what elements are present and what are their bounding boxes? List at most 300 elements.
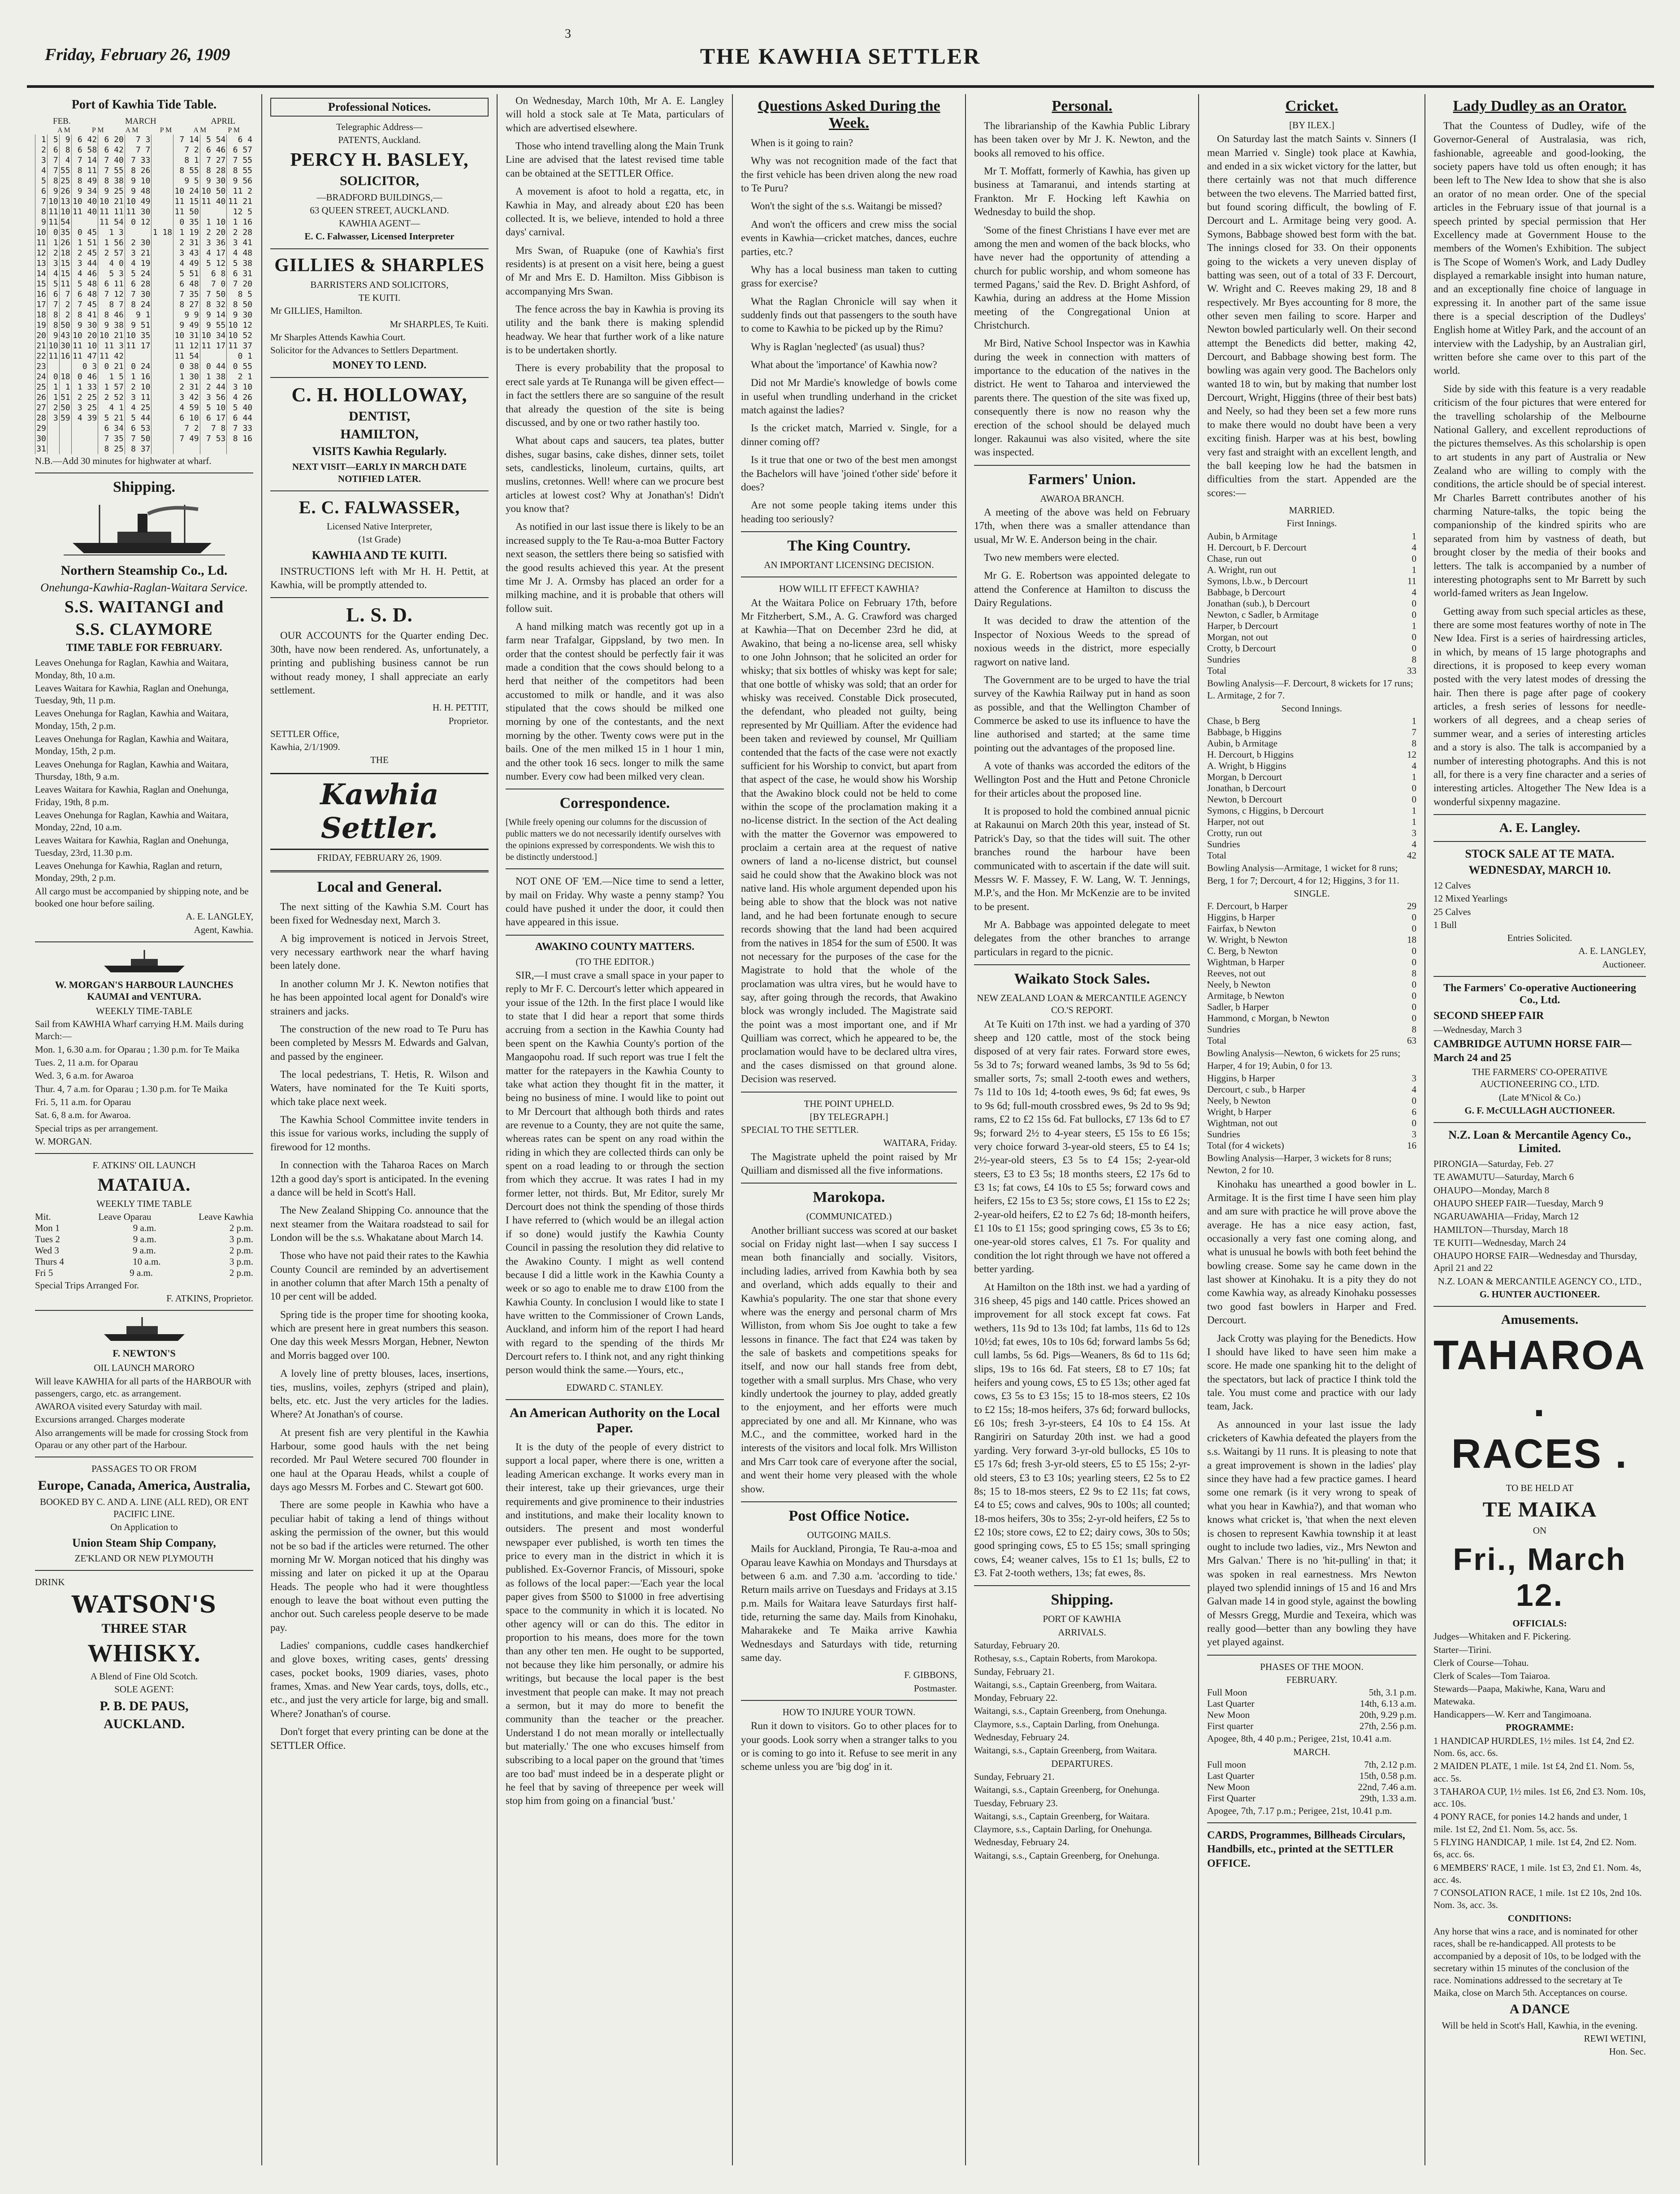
tide-cell — [152, 392, 173, 403]
tide-cell: 10 20 — [71, 330, 98, 341]
cricket-body-2: Kinohaku has unearthed a good bowler in L. Armitage. It is the first time I have seen him play and am sure with practice he will prove above the average. He has a nice easy action, fast, occasionally a very fast one coming along, and what is unusual he bowls with both feet behind the bowling crease. Some say he came down in the last shower at Kinohaku. It is a pity they do not come Kawhia way, as already Kinohaku possesses two good fast bowlers in Harper and Fred. Dercourt. — [1207, 1178, 1416, 1326]
personal-heading: Personal. — [1052, 98, 1113, 114]
farmers-item: Mr G. E. Robertson was appointed delegate to attend the Conference at Hamilton to discuss the Dairy Regulations. — [974, 570, 1190, 609]
stock-list — [1433, 880, 1646, 931]
tide-row — [35, 238, 254, 248]
tide-cell — [152, 269, 173, 279]
whisky-sub: A Blend of Fine Old Scotch. — [90, 1671, 198, 1682]
newspaper-page — [27, 18, 1654, 2179]
newton-awaroa: AWAROA visited every Saturday with mail. — [35, 1401, 202, 1412]
moon-row-cell: 20th, 9.29 p.m. — [1359, 1709, 1416, 1721]
gillies-sharples: GILLIES & SHARPLES — [274, 255, 485, 276]
tide-cell: 2 31 — [173, 238, 200, 248]
local-item: At present fish are very plentiful in the Kawhia Harbour, some good hauls with the net being recorded. Mr Paul Wetere secured 700 flounder in one haul at the Oparau Heads, whilst a couple of days ago Messrs M. Forbes and C. Stewart got 600. — [270, 1427, 489, 1493]
tide-cell: 4 46 — [71, 269, 98, 279]
tide-cell — [152, 258, 173, 269]
tide-cell: 59 — [59, 413, 71, 423]
score-row-cell: 8 — [1412, 738, 1416, 749]
atkins-row-cell: Fri 5 — [35, 1267, 53, 1278]
stock-sale-date: WEDNESDAY, MARCH 10. — [1468, 863, 1611, 876]
fair-item: PIRONGIA—Saturday, Feb. 27 — [1433, 1158, 1554, 1170]
tide-note: N.B.—Add 30 minutes for highwater at wharf. — [35, 455, 212, 466]
question-item: What the Raglan Chronicle will say when it suddenly finds out that passengers to the south have to come to Kawhia to be picked up by the Rimu? — [741, 295, 957, 334]
programme-item: 2 MAIDEN PLATE, 1 mile. 1st £4, 2nd £1. Nom. 5s, acc. 5s. — [1433, 1760, 1634, 1784]
departure-item: Wednesday, February 24. — [974, 1837, 1069, 1848]
score-row-cell: Jonathan, b Dercourt — [1207, 783, 1286, 794]
score-row — [1207, 828, 1416, 839]
awakino-heading: AWAKINO COUNTY MATTERS. — [535, 941, 695, 953]
score-row — [1207, 901, 1416, 912]
tide-months — [35, 117, 253, 126]
moon-heading: PHASES OF THE MOON. — [1260, 1661, 1364, 1672]
passages-on: On Application to — [110, 1522, 178, 1533]
tide-cell: 16 — [35, 289, 48, 299]
king-country-heading: The King Country. — [787, 537, 911, 554]
tide-cell: 8 11 — [71, 165, 98, 176]
tide-cell — [152, 372, 173, 382]
tide-ampm-label: A M — [57, 126, 70, 134]
tide-cell: 9 9 — [173, 310, 200, 320]
tide-cell: 15 — [35, 279, 48, 289]
local-item: Those who have not paid their rates to the Kawhia County Council are reminded by an advertisement in another column that after March 15th a penalty of 10 per cent will be added. — [270, 1250, 489, 1302]
tide-cell: 28 — [35, 413, 48, 423]
tide-cell: 9 — [35, 217, 48, 227]
tide-cell — [152, 351, 173, 361]
officials-list — [1433, 1630, 1646, 1721]
tide-cell: 11 30 — [125, 207, 152, 217]
tide-cell: 4 39 — [71, 413, 98, 423]
departure-item: Tuesday, February 23. — [974, 1797, 1058, 1808]
moon-row-cell: Full moon — [1207, 1759, 1246, 1770]
tide-cell — [152, 134, 173, 145]
ecf-name: E. C. FALWASSER, — [299, 497, 460, 518]
tide-cell: 1 33 — [71, 382, 98, 392]
score-row-cell: Sundries — [1207, 654, 1240, 665]
nsco-route: Onehunga-Kawhia-Raglan-Waitara Service. — [40, 581, 248, 594]
farmers-item: A meeting of the above was held on February 17th, when there was a smaller attendance than usual, Mr W. E. Anderson being in the chair. — [974, 506, 1190, 545]
score-row-cell: Reeves, not out — [1207, 968, 1266, 979]
score-row-cell: Sundries — [1207, 839, 1240, 850]
tide-cell: 8 46 — [98, 310, 125, 320]
tide-cell: 18 — [59, 248, 71, 258]
tide-cell: 7 55 — [98, 165, 125, 176]
score-row-cell: H. Dercourt, b F. Dercourt — [1207, 542, 1307, 553]
para: On Wednesday, March 10th, Mr A. E. Langley will hold a stock sale at Te Mata, particulars of which are advertised elsewhere. — [506, 95, 724, 134]
total-value: 63 — [1407, 1035, 1416, 1046]
fair-item: OHAUPO SHEEP FAIR—Tuesday, March 9 — [1433, 1197, 1603, 1209]
agent-name: A. E. LANGLEY, — [186, 911, 253, 922]
atkins-row-cell: 2 p.m. — [229, 1222, 253, 1233]
personal-list — [974, 119, 1190, 460]
moon-row-cell: 27th, 2.56 p.m. — [1359, 1721, 1416, 1732]
waikato-body: At Te Kuiti on 17th inst. we had a yarding of 370 sheep and 120 cattle, most of the stock being disposed of at very fair rates. Forward store ewes, 5s 3d to 7s; forward weaned lambs, 3s 9d to 5s 6d; smaller sorts, 7s; small 2-tooth ewes and wethers, 7s 11d to 10s 1d; 4-tooth ewes, 9s 6d; fat ewes, 9s to 9s 6d; full-mouth crossbred ewes, 9s 2d to 9s 9d; rams, £2 to £2 15s 6d. Fat bullocks, £7 13s 6d to £7 9s; forward 2½ to 4-year steers, £5 15s to £6 15s; very choice forward 3-year-old steers, £5 to £4 1s; 2½-year-old steers, £3 5s to £4 15s; 2-year-old steers, £3 to £3 5s; 18 months steers, £2 17s 6d to £3 1s; fat cows, £4 10s to £5 5s; forward cows and heifers, £2 15s to £3 5s; store cows, £1 15s to £2 2s; 2-year-old heifers, £2 to £2 7s 6d; 18-month heifers, £1 10s to £1 15s; good springing cows, £5 3s to £6; one-year-old stores calves, £1 7s. For quality and condition the lot right through we have not offered a better yarding. — [974, 1018, 1190, 1275]
tide-cell: 7 14 — [173, 134, 200, 145]
tide-cell: 13 — [59, 196, 71, 207]
tide-row — [35, 299, 254, 310]
score-row-cell: 0 — [1412, 642, 1416, 654]
score-row-cell: Higgins, b Harper — [1207, 912, 1275, 923]
tide-cell: 5 3 — [98, 269, 125, 279]
tide-cell: 6 31 — [227, 269, 253, 279]
score-row — [1207, 564, 1416, 576]
tide-cell — [152, 238, 173, 248]
score-row — [1207, 1084, 1416, 1095]
moon-row-cell: 29th, 1.33 a.m. — [1360, 1792, 1416, 1804]
moon-row-cell: New Moon — [1207, 1781, 1250, 1792]
how-heading: HOW WILL IT EFFECT KAWHIA? — [779, 583, 919, 594]
local-item: The New Zealand Shipping Co. announce that the next steamer from the Waitara roadstead to sail for London will be the s.s. Whakatane about March 14. — [270, 1205, 489, 1243]
local-item: Don't forget that every printing can be done at the SETTLER Office. — [270, 1726, 489, 1751]
score-row — [1207, 1002, 1416, 1013]
dudley-body-3: Getting away from such special articles as these, there are some most features worthy of note in The New Idea. First is a series of hairdressing articles, in which, by means of 15 large photographs and directions, it is proposed to keep every woman posted with the very latest modes of dressing the hair. Then there is page after page of cookery articles, a fresh series of lessons for needle-workers of all degrees, and a cheap series of summer wear, and a series of interesting articles and a story is also. The talk is accompanied by a number of interesting photographs. And this is not all, for there is a very fine character and a series of interesting articles. Altogether The New Idea is a wonderful sixpenny magazine. — [1433, 605, 1646, 807]
tide-cell: 50 — [59, 320, 71, 330]
tide-cell: 10 — [47, 196, 59, 207]
tide-cell: 10 50 — [200, 186, 227, 196]
whisky: WHISKY. — [87, 1639, 201, 1668]
farmers-coop: The Farmers' Co-operative Auctioneering Co., Ltd. — [1443, 982, 1636, 1006]
score-row-cell: Chase, b Berg — [1207, 715, 1260, 727]
passages-booked: BOOKED BY C. AND A. LINE (ALL RED), OR ENT PACIFIC LINE. — [39, 1496, 249, 1519]
tide-cell: 2 31 — [173, 382, 200, 392]
tide-cell: 6 17 — [200, 413, 227, 423]
question-item: Did not Mr Mardie's knowledge of bowls come in useful when trundling underhand in the cricket match against the ladies? — [741, 377, 957, 416]
atkins-rows — [35, 1223, 253, 1279]
tide-cell: 5 38 — [227, 258, 253, 269]
question-item: Won't the sight of the s.s. Waitangi be missed? — [751, 200, 942, 212]
farmers-item: Mr A. Babbage was appointed delegate to meet delegates from the other branches to arrange particulars in regard to the picnic. — [974, 919, 1190, 958]
score-row-cell: Babbage, b Higgins — [1207, 727, 1282, 738]
tide-cell: 7 0 — [200, 279, 227, 289]
lsd-body: OUR ACCOUNTS for the Quarter ending Dec. 30th, have now been rendered. As, unfortunately, a printing and publishing business cannot be run without ready money, I shall appreciate an early settlement. — [270, 630, 489, 696]
arrival-item: Sunday, February 21. — [974, 1666, 1055, 1677]
tide-cell — [152, 196, 173, 207]
lsd-date: Kawhia, 2/1/1909. — [270, 741, 340, 753]
tide-cell: 0 21 — [98, 361, 125, 372]
arrival-item: Wednesday, February 24. — [974, 1732, 1069, 1743]
second-sheep-fair: SECOND SHEEP FAIR — [1433, 1010, 1544, 1022]
farmers-item: It was decided to draw the attention of the Inspector of Noxious Weeds to the spread of noxious weeds in the district, more especially ragwort on native land. — [974, 615, 1190, 668]
score-row-cell: Neely, b Newton — [1207, 979, 1271, 990]
morgan-line: Fri. 5, 11 a.m. for Oparau — [35, 1096, 131, 1107]
farmers-item: A vote of thanks was accorded the editors of the Wellington Post and the Hutt and Petone Chronicle for their articles about the proposed line. — [974, 760, 1190, 799]
question-item: Why was not recognition made of the fact that the first vehicle has been driven along the new road to Te Puru? — [741, 155, 957, 194]
score-row — [1207, 643, 1416, 654]
score-row-cell: Morgan, b Dercourt — [1207, 772, 1282, 783]
atkins-launch-name: MATAIUA. — [97, 1175, 191, 1195]
score-row-cell: 0 — [1412, 979, 1416, 990]
timetable-item: Leaves Waitara for Kawhia, Raglan and Onehunga, Tuesday, 23rd, 11.30 p.m. — [35, 835, 229, 858]
cambridge-fair: CAMBRIDGE AUTUMN HORSE FAIR—March 24 and 25 — [1433, 1038, 1632, 1064]
tide-cell: 1 56 — [98, 238, 125, 248]
total-label: Total — [1207, 1035, 1226, 1046]
tide-cell: 6 11 — [98, 279, 125, 289]
tide-row — [35, 382, 254, 392]
cricket-heading: Cricket. — [1285, 98, 1338, 114]
score-row — [1207, 1095, 1416, 1106]
tide-cell: 3 — [47, 413, 59, 423]
score-row-cell: Higgins, b Harper — [1207, 1072, 1275, 1084]
tide-cell: 7 40 — [98, 155, 125, 165]
score-total — [1207, 1140, 1416, 1151]
tide-cell: 7 — [35, 196, 48, 207]
atkins-header — [35, 1211, 253, 1223]
tide-cell: 29 — [35, 423, 48, 434]
tide-cell: 4 59 — [173, 403, 200, 413]
tide-cell: 5 24 — [125, 269, 152, 279]
column-2 — [262, 94, 498, 2165]
tide-cell: 0 55 — [227, 361, 253, 372]
score-row — [1207, 923, 1416, 934]
tide-cell: 7 49 — [173, 434, 200, 444]
score-row — [1207, 587, 1416, 598]
tide-cell: 6 58 — [71, 145, 98, 155]
tide-cell: 9 30 — [200, 176, 227, 186]
moon-list — [1207, 1687, 1416, 1732]
ss-claymore: S.S. CLAYMORE — [75, 620, 213, 639]
tide-cell: 8 55 — [227, 165, 253, 176]
awaroa-branch: AWAROA BRANCH. — [1040, 493, 1124, 504]
tide-cell — [152, 289, 173, 299]
tide-cell — [227, 444, 253, 454]
tide-month: FEB. — [53, 117, 71, 126]
tide-cell: 7 35 — [173, 289, 200, 299]
tide-cell: 2 — [35, 145, 48, 155]
score-row-cell: Crotty, b Dercourt — [1207, 642, 1276, 654]
tide-cell: 1 57 — [98, 382, 125, 392]
arrival-item: Waitangi, s.s., Captain Greenberg, from Onehunga. — [974, 1705, 1167, 1717]
lsd-heading: L. S. D. — [346, 604, 413, 626]
tide-cell: 2 — [47, 248, 59, 258]
atkins-row — [35, 1267, 253, 1279]
tide-cell: 9 14 — [200, 310, 227, 320]
feb-apogee: Apogee, 8th, 4 40 p.m.; Perigee, 21st, 10.41 a.m. — [1207, 1733, 1392, 1744]
tide-cell — [152, 176, 173, 186]
moon-row-cell: First quarter — [1207, 1721, 1254, 1732]
tide-cell — [59, 423, 71, 434]
tide-cell: 10 35 — [125, 330, 152, 341]
tide-cell: 6 — [35, 186, 48, 196]
farmers-union-heading: Farmers' Union. — [1028, 471, 1136, 488]
tide-cell: 26 — [59, 238, 71, 248]
tide-cell: 2 57 — [98, 248, 125, 258]
tide-cell: 10 24 — [173, 186, 200, 196]
timetable-item: Leaves Onehunga for Raglan, Kawhia and Waitara, Thursday, 18th, 9 a.m. — [35, 759, 229, 782]
port-of-kawhia: PORT OF KAWHIA — [1043, 1613, 1121, 1625]
timetable-heading: TIME TABLE FOR FEBRUARY. — [66, 642, 222, 654]
tide-cell: 1 5 — [98, 372, 125, 382]
official-item: Stewards—Paapa, Makiwhe, Kana, Waru and Matewaka. — [1433, 1683, 1606, 1707]
atkins-row-cell: 9 a.m. — [132, 1244, 156, 1256]
mr-sharples: Mr SHARPLES, Te Kuiti. — [390, 318, 489, 330]
tide-cell: 18 — [35, 310, 48, 320]
timetable-item: Leaves Onehunga for Raglan, Kawhia and Waitara, Monday, 8th, 10 a.m. — [35, 657, 229, 681]
score-row — [1207, 805, 1416, 816]
tide-cell: 4 48 — [227, 248, 253, 258]
tide-cell: 11 — [47, 207, 59, 217]
tide-cell: 8 32 — [200, 299, 227, 310]
score-row-cell: Babbage, b Dercourt — [1207, 586, 1286, 598]
cricket-body-4: As announced in your last issue the lady cricketers of Kawhia defeated the players from the s.s. Waitangi by 11 runs. It is pleasing to note that a great improvement is shown in the ladies' play since they have had a few practice games. I heard some one remark (is it very wrong to speak of what you hear in Kawhia?), and that woman who knows what cricket is, 'that when the next eleven is chosen to represent Kawhia township it at least ought to include two ladies, viz., Mrs Newton and Mrs Galvan.' There is no 'hit-pulling' in that; it was spoken in real earnestness. Mrs Newton played two splendid innings of 15 and 16 and Mrs Galvan made 14 in good style, against the bowling of Messrs Gregg, Murdie and Texeira, which was really good—better than any bowling they have yet played against. — [1207, 1418, 1416, 1648]
tide-cell: 4 19 — [125, 258, 152, 269]
tide-cell — [71, 444, 98, 454]
tide-cell: 2 — [59, 310, 71, 320]
tide-cell: 55 — [59, 165, 71, 176]
tide-cell: 8 25 — [98, 444, 125, 454]
score-row-cell: 0 — [1412, 1117, 1416, 1128]
farmers-coop-2: THE FARMERS' CO-OPERATIVE AUCTIONEERING CO., LTD. — [1472, 1066, 1608, 1090]
tide-cell: 6 44 — [227, 413, 253, 423]
tide-cell — [152, 186, 173, 196]
tide-cell: 6 57 — [227, 145, 253, 155]
tide-cell: 7 — [47, 299, 59, 310]
score-row-cell: Wightman, b Harper — [1207, 957, 1285, 968]
score-row — [1207, 654, 1416, 665]
cards-ad: CARDS, Programmes, Billheads Circulars, Handbills, etc., printed at the SETTLER OFFICE. — [1207, 1830, 1405, 1869]
score-row — [1207, 531, 1416, 542]
official-item: Clerk of Scales—Tom Taiaroa. — [1433, 1670, 1550, 1682]
tide-cell: 12 5 — [227, 207, 253, 217]
tide-cell: 5 48 — [71, 279, 98, 289]
tide-cell: 8 — [47, 310, 59, 320]
tide-cell: 2 28 — [227, 227, 253, 238]
departure-item: Waitangi, s.s., Captain Greenberg, for Waitara. — [974, 1810, 1150, 1821]
fair-item: OHAUPO HORSE FAIR—Wednesday and Thursday, April 21 and 22 — [1433, 1250, 1637, 1274]
arrival-item: Rothesay, s.s., Captain Roberts, from Marokopa. — [974, 1653, 1157, 1664]
tide-cell: 0 12 — [125, 217, 152, 227]
tide-cell: 5 51 — [173, 269, 200, 279]
tide-cell: 8 5 — [227, 289, 253, 299]
passages-of: ZE'KLAND OR NEW PLYMOUTH — [74, 1552, 214, 1564]
king-country-body: At the Waitara Police on February 17th, before Mr Fitzherbert, S.M., A. G. Crawford was charged at Kawhia—That on December 23rd he did, at Awakino, that being a no-license area, sell whisky to one John Johnson; that he solicited an order for whisky; that six bottles of whisky was kept for sale; that one bottle of whisky was sold; that an order for whisky was received. Constable Dick prosecuted, the defendant, who pleaded not guilty, being represented by Mr Quilliam. After the evidence had been taken and reviewed by counsel, Mr Quilliam contended that the facts of the case were not exactly sufficient for his Worship to convict, but apart from that aspect of the case, he would show his Worship that the Awakino block could not be held to come within the scope of the proclamation making it a no-license district. In the section of the Act dealing with the matter the Governor was empowered to proclaim a certain area at the request of native owners of land a no-license district, but counsel said he could show that the Awakino block was not native land. His whole argument depended upon his being able to show that the block was not native land, and he had been fortunate enough to secure records showing that the land had been acquired from the natives in 1854 for the sum of £500. It was not necessary for the purposes of the case for the Magistrate to hold that the whole of the proclamation was ultra vires, but he would have to say, after going through the records, that Awakino block was wrongly included. The Magistrate said the point was a most important one, and if Mr Quilliam was correct, which he appeared to be, the proclamation would have to be declared ultra vires, and the cases dismissed on that ground alone. Decision was reserved. — [741, 597, 957, 1085]
tide-cell: 9 51 — [125, 320, 152, 330]
tide-row — [35, 196, 254, 207]
tide-cell: 9 10 — [125, 176, 152, 186]
tide-cell — [200, 207, 227, 217]
tide-cell: 50 — [59, 403, 71, 413]
score-row-cell: A. Wright, b Higgins — [1207, 760, 1286, 772]
tide-row — [35, 227, 254, 238]
question-item: What about the 'importance' of Kawhia now? — [751, 359, 937, 371]
score-row-cell: 1 — [1412, 772, 1416, 783]
morgan-line: Sail from KAWHIA Wharf carrying H.M. Mails during March:— — [35, 1019, 244, 1042]
score-row — [1207, 609, 1416, 620]
tide-row — [35, 423, 254, 434]
atkins-weekly: WEEKLY TIME TABLE — [96, 1198, 192, 1210]
second-innings: Second Innings. — [1281, 703, 1342, 714]
score-row-cell: 7 — [1412, 727, 1416, 738]
three-star: THREE STAR — [101, 1621, 187, 1636]
dudley-body-2: Side by side with this feature is a very readable criticism of the four pictures that were entered for the travelling scholarship of the Melbourne National Gallery, and excellent reproductions of the pictures themselves. As this scholarship is open to art students in any part of Australia or New Zealand who are willing to comply with the conditions, the article should be of special interest. Mr Charles Barrett contributes another of his charming Nature-talks, the topic being the companionship of the kindred spirits who are separated from him by vastness of death, but brought closer by the media of their books and letters. The talk is accompanied by a number of interesting photographs sent to Mr Barrett by such world-famed writers as Jean Ingelow. — [1433, 383, 1646, 599]
tide-cell: 7 — [47, 165, 59, 176]
tide-cell: 6 — [47, 289, 59, 299]
score-row-cell: 29 — [1407, 901, 1416, 912]
tide-cell: 0 44 — [200, 361, 227, 372]
tide-cell: 6 34 — [98, 423, 125, 434]
tide-cell: 9 5 — [173, 176, 200, 186]
tide-cell — [152, 310, 173, 320]
tide-cell: 22 — [35, 351, 48, 361]
tide-cell: 0 38 — [173, 361, 200, 372]
tide-cell: 15 — [59, 269, 71, 279]
tide-row — [35, 434, 254, 444]
tide-cell: 2 20 — [200, 227, 227, 238]
rewi-sig: REWI WETINI, — [1584, 2033, 1646, 2044]
tide-cell: 1 10 — [200, 217, 227, 227]
dance-heading: A DANCE — [1509, 2001, 1570, 2016]
tide-cell: 10 12 — [227, 320, 253, 330]
tide-cell: 7 55 — [227, 155, 253, 165]
para: Those who intend travelling along the Main Trunk Line are advised that the latest revised time table can be obtained at the SETTLER Office. — [506, 140, 724, 179]
tide-cell — [59, 444, 71, 454]
taharoa: TAHAROA . — [1433, 1332, 1646, 1426]
score-row-cell: 0 — [1412, 598, 1416, 609]
tide-cell — [152, 423, 173, 434]
arrival-item: Waitangi, s.s., Captain Greenberg, from Waitara. — [974, 1745, 1157, 1756]
score-row — [1207, 1118, 1416, 1129]
score-row — [1207, 738, 1416, 749]
tide-cell: 11 — [47, 351, 59, 361]
local-item: In another column Mr J. K. Newton notifies that he has been appointed local agent for Donald's wire strainers and jacks. — [270, 978, 489, 1017]
tide-cell: 0 45 — [71, 227, 98, 238]
not-one-letter: NOT ONE OF 'EM.—Nice time to send a letter, by mail on Friday. Why waste a penny stamp? You could have pushed it under the door, it could then have appeared in this issue. — [506, 876, 724, 928]
tide-cell: 9 — [47, 186, 59, 196]
tide-cell: 9 30 — [71, 320, 98, 330]
sharples-attends: Mr Sharples Attends Kawhia Court. — [270, 331, 406, 343]
holloway-town: HAMILTON, — [340, 426, 419, 442]
tide-row — [35, 248, 254, 258]
score-row-cell: Chase, run out — [1207, 553, 1262, 564]
tide-cell: 10 40 — [71, 196, 98, 207]
score-row-cell: Morgan, not out — [1207, 631, 1268, 642]
tide-row — [35, 165, 254, 176]
holloway-visits: VISITS Kawhia Regularly. — [312, 444, 447, 458]
stock-sale-heading: STOCK SALE AT TE MATA. — [1465, 847, 1615, 860]
tide-cell: 11 17 — [125, 341, 152, 351]
waikato-heading: Waikato Stock Sales. — [1014, 971, 1150, 988]
tide-cell: 11 10 — [71, 341, 98, 351]
tide-row — [35, 186, 254, 196]
falwasser-line: E. C. Falwasser, Licensed Interpreter — [304, 231, 455, 242]
tide-cell: 17 — [35, 299, 48, 310]
local-item: A big improvement is noticed in Jervois Street, very necessary earthwork near the wharf having been lately done. — [270, 932, 489, 971]
conditions-body: Any horse that wins a race, and is nominated for other races, shall be re-handicapped. All protests to be accompanied by a deposit of 10s, to be lodged with the secretary within 15 minutes of the conclusion of the race. Nominations addressed to the secretary at Te Maika, close on March 5th. Acceptances on course. — [1433, 1926, 1641, 1998]
score-total — [1207, 1035, 1416, 1046]
farmers-item: Two new members were elected. — [984, 552, 1119, 563]
tide-row — [35, 269, 254, 279]
timetable-list — [35, 657, 253, 884]
score-row — [1207, 772, 1416, 783]
tide-cell: 1 51 — [71, 238, 98, 248]
mr-gillies: Mr GILLIES, Hamilton. — [270, 305, 363, 317]
score-row-cell: 4 — [1412, 760, 1416, 772]
tide-cell: 11 54 — [98, 217, 125, 227]
tide-cell: 7 12 — [98, 289, 125, 299]
tide-cell: 7 2 — [173, 423, 200, 434]
farmers-item: It is proposed to hold the combined annual picnic at Rakaunui on March 20th this year, instead of St. Patrick's Day, so that the tides will suit. The other branches round the harbour have been communicated with to ascertain if the date will suit. Messrs W. F. Massey, F. W. Lang, W. T. Jennings, M.P.'s, and the Hon. Mr McKenzie are to be invited to be present. — [974, 806, 1190, 912]
score-row — [1207, 968, 1416, 979]
passages-company: Union Steam Ship Company, — [72, 1536, 216, 1549]
local-general-heading: Local and General. — [317, 879, 442, 896]
questions-list — [741, 136, 957, 526]
score-row — [1207, 749, 1416, 760]
awakino-body: SIR,—I must crave a small space in your paper to reply to Mr F. C. Dercourt's letter which appeared in your issue of the 12th. In the first place I would like to state that I did hear a report that some thirds accruing from a section in the Kawhia County had been spent on the Kawhia County's portion of the Mangaopohu road. If such report was true I felt the matter for the ratepayers in the Kawhia County to take what action they thought fit in the matter, it being no business of mine. I would like to point out to Mr Dercourt that although both thirds and rates are revenue to a County, they are not quite the same, whereas rates can be spent on any road within the riding in which they are collected thirds can only be spent on a road leading to or through the section from which they accrue. It was rates I had in my former letter, not thirds. But, Mr Editor, surely Mr Dercourt does not think the spending of those thirds I have referred to (which would be an illegal action if so done) would justify the Kawhia County Council in passing the resolution they did relative to the Awakino County. I might as well contend because I did a little work in the Kawhia County a week or so ago to enable me to draw £100 from the Kawhia County. In conclusion I would like to state I have written to the Commissioner of Crown Lands, Auckland, and inform him of the report I had heard with regard to the spending of the thirds Mr Dercourt refers to. I think not, and any right thinking person would think the same.—Yours, etc., — [506, 969, 724, 1376]
tide-cell: 7 3 — [125, 134, 152, 145]
score-row — [1207, 839, 1416, 850]
tide-cell — [47, 444, 59, 454]
tide-cell: 7 14 — [71, 155, 98, 165]
score-row-cell: 0 — [1412, 923, 1416, 934]
score-row-cell: Aubin, b Armitage — [1207, 530, 1277, 542]
